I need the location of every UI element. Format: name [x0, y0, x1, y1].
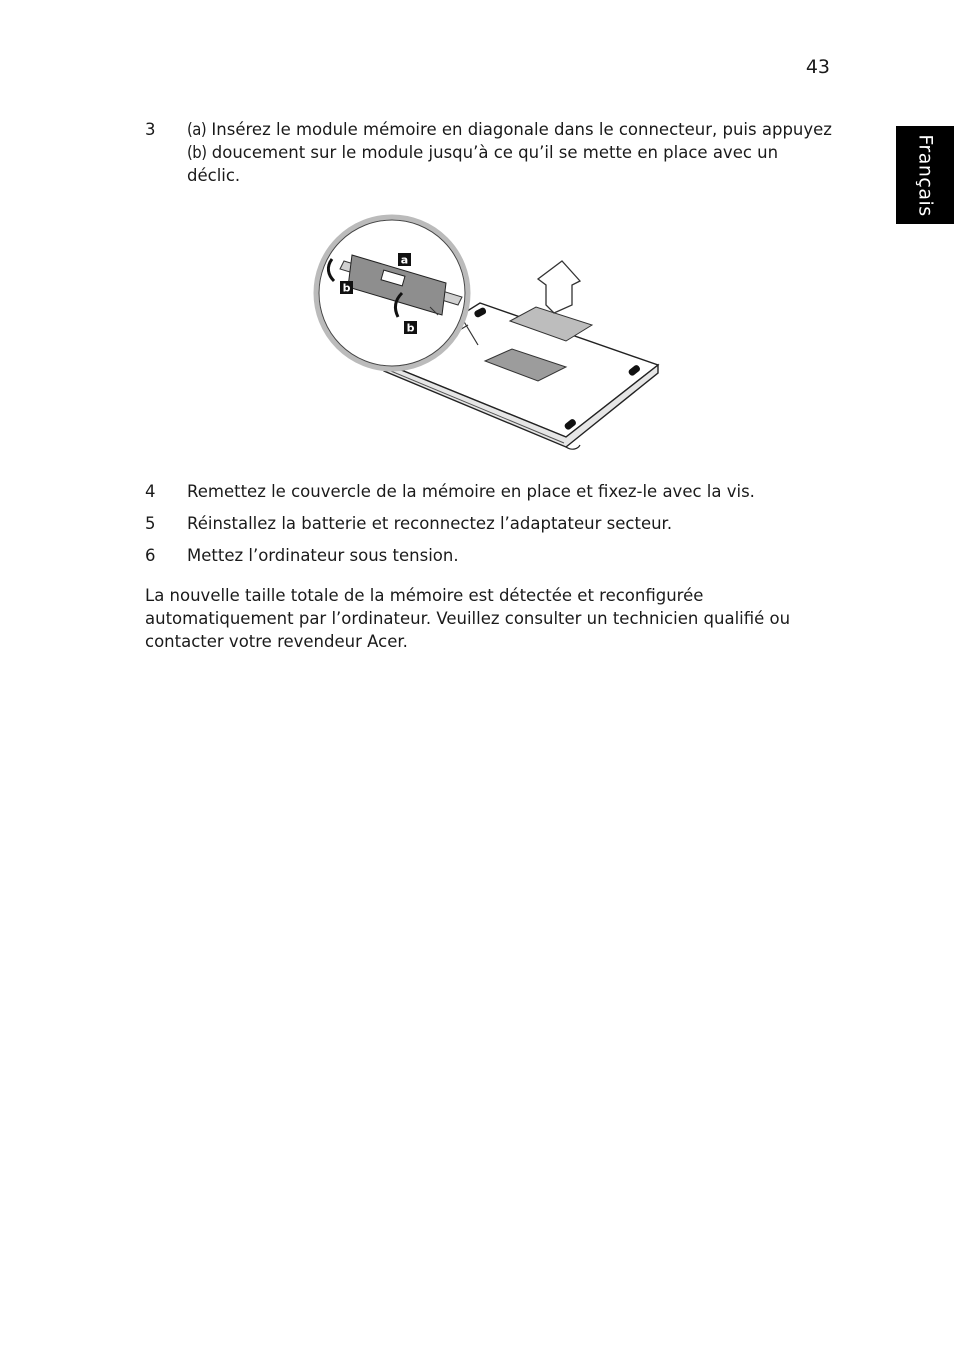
callout-a	[398, 253, 411, 267]
language-tab-label: Français	[914, 133, 937, 217]
label-a: (a)	[187, 120, 207, 139]
page-number: 43	[805, 56, 830, 78]
up-arrow-icon	[538, 261, 580, 313]
callout-b-left	[340, 281, 353, 295]
step-5	[145, 512, 835, 535]
step-6	[145, 544, 835, 567]
label-b: (b)	[187, 143, 207, 162]
step-text: Réinstallez la batterie et reconnectez l’adaptateur secteur.	[187, 514, 673, 533]
language-tab	[896, 126, 954, 224]
step-text: Remettez le couvercle de la mémoire en place et fixez-le avec la vis.	[187, 482, 755, 501]
step-number: 5	[145, 514, 156, 533]
step-text-a: Insérez le module mémoire en diagonale dans le connecteur, puis appuyez	[206, 120, 832, 139]
step-number: 6	[145, 546, 156, 565]
step-text	[187, 118, 835, 187]
step-text: Mettez l’ordinateur sous tension.	[187, 546, 459, 565]
svg-text:b: b	[342, 281, 351, 295]
memory-detected-paragraph: La nouvelle taille totale de la mémoire est détectée et reconfigurée automatiquement par l’ordinateur. Veuillez consulter un technicien qualifié ou contacter votre revendeur Acer.	[145, 586, 791, 651]
step-number: 3	[145, 120, 156, 139]
step-text-b: doucement sur le module jusqu’à ce qu’il se mette en place avec un déclic.	[187, 143, 779, 185]
svg-text:b: b	[406, 321, 415, 335]
callout-b-bottom	[404, 321, 417, 335]
step-3	[145, 118, 835, 187]
svg-text:a: a	[400, 253, 409, 267]
memory-install-illustration	[310, 205, 670, 457]
magnified-view	[316, 217, 468, 369]
step-number: 4	[145, 482, 156, 501]
step-4	[145, 480, 835, 503]
